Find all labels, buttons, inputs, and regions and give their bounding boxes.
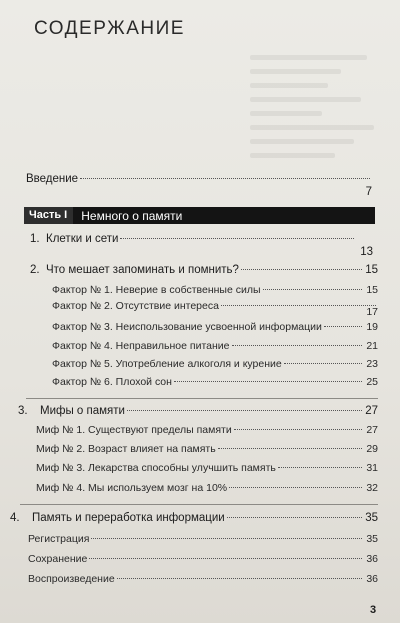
subentry-page: 29 (366, 443, 378, 455)
leader-dots (120, 237, 354, 239)
part-header (24, 207, 375, 224)
chapter-number: 4. (10, 512, 20, 524)
toc-subentry[interactable] (36, 462, 378, 474)
subentry-page: 17 (366, 306, 378, 318)
chapter-page: 13 (360, 246, 373, 258)
subentry-title: Воспроизведение (28, 573, 115, 585)
subentry-title: Регистрация (28, 533, 90, 545)
leader-dots (221, 304, 376, 306)
subentry-title: Миф № 1. Существуют пределы памяти (36, 424, 232, 436)
chapter-page: 35 (365, 512, 378, 524)
toc-subentry[interactable] (52, 321, 378, 333)
toc-subentry[interactable] (28, 573, 378, 585)
subentry-page: 27 (366, 424, 378, 436)
toc-subentry[interactable] (52, 284, 378, 296)
part-label: Часть I (24, 207, 73, 224)
show-through-text (250, 55, 380, 170)
leader-dots (174, 380, 362, 382)
leader-dots (127, 409, 362, 411)
toc-subentry[interactable] (36, 424, 378, 436)
leader-dots (218, 447, 362, 449)
subentry-page: 15 (366, 284, 378, 296)
leader-dots (324, 325, 362, 327)
subentry-title: Фактор № 6. Плохой сон (52, 376, 172, 388)
leader-dots (117, 577, 362, 579)
toc-chapter[interactable] (30, 233, 356, 245)
toc-subentry[interactable] (52, 300, 378, 312)
page-heading: СОДЕРЖАНИЕ (34, 18, 185, 39)
section-divider (26, 398, 378, 399)
toc-subentry[interactable] (52, 376, 378, 388)
subentry-title: Фактор № 2. Отсутствие интереса (52, 300, 219, 312)
chapter-title: Что мешает запоминать и помнить? (46, 264, 239, 276)
subentry-page: 31 (366, 462, 378, 474)
leader-dots (234, 428, 362, 430)
subentry-title: Фактор № 5. Употребление алкоголя и курение (52, 358, 282, 370)
subentry-page: 36 (366, 573, 378, 585)
leader-dots (278, 466, 362, 468)
chapter-number: 1. (30, 233, 40, 245)
chapter-number: 2. (30, 264, 40, 276)
toc-entry-intro[interactable] (26, 173, 372, 185)
subentry-page: 21 (366, 340, 378, 352)
leader-dots (232, 344, 363, 346)
subentry-title: Миф № 3. Лекарства способны улучшить память (36, 462, 276, 474)
chapter-title: Мифы о памяти (40, 405, 125, 417)
chapter-page: 15 (365, 264, 378, 276)
leader-dots (229, 486, 362, 488)
toc-subentry[interactable] (52, 340, 378, 352)
subentry-title: Фактор № 4. Неправильное питание (52, 340, 230, 352)
chapter-page: 27 (365, 405, 378, 417)
subentry-title: Миф № 2. Возраст влияет на память (36, 443, 216, 455)
leader-dots (241, 268, 362, 270)
leader-dots (284, 362, 362, 364)
subentry-page: 36 (366, 553, 378, 565)
subentry-title: Сохранение (28, 553, 88, 565)
toc-entry-page: 7 (365, 186, 372, 198)
part-title: Немного о памяти (81, 208, 183, 223)
leader-dots (227, 516, 362, 518)
leader-dots (80, 177, 370, 179)
toc-subentry[interactable] (28, 533, 378, 545)
toc-chapter[interactable] (10, 512, 378, 524)
leader-dots (91, 537, 362, 539)
subentry-page: 35 (366, 533, 378, 545)
chapter-title: Клетки и сети (46, 233, 119, 245)
toc-chapter[interactable] (30, 264, 378, 276)
leader-dots (263, 288, 362, 290)
toc-subentry[interactable] (28, 553, 378, 565)
leader-dots (89, 557, 362, 559)
chapter-title: Память и переработка информации (32, 512, 225, 524)
toc-entry-title: Введение (26, 173, 79, 185)
page-number: 3 (370, 604, 377, 616)
chapter-number: 3. (18, 405, 28, 417)
subentry-title: Миф № 4. Мы используем мозг на 10% (36, 482, 228, 494)
subentry-title: Фактор № 1. Неверие в собственные силы (52, 284, 261, 296)
subentry-page: 23 (366, 358, 378, 370)
toc-subentry[interactable] (52, 358, 378, 370)
subentry-title: Фактор № 3. Неиспользование усвоенной информации (52, 321, 322, 333)
toc-chapter[interactable] (18, 405, 378, 417)
subentry-page: 25 (366, 376, 378, 388)
toc-subentry[interactable] (36, 443, 378, 455)
toc-subentry[interactable] (36, 482, 378, 494)
subentry-page: 19 (366, 321, 378, 333)
section-divider (20, 504, 378, 505)
subentry-page: 32 (366, 482, 378, 494)
